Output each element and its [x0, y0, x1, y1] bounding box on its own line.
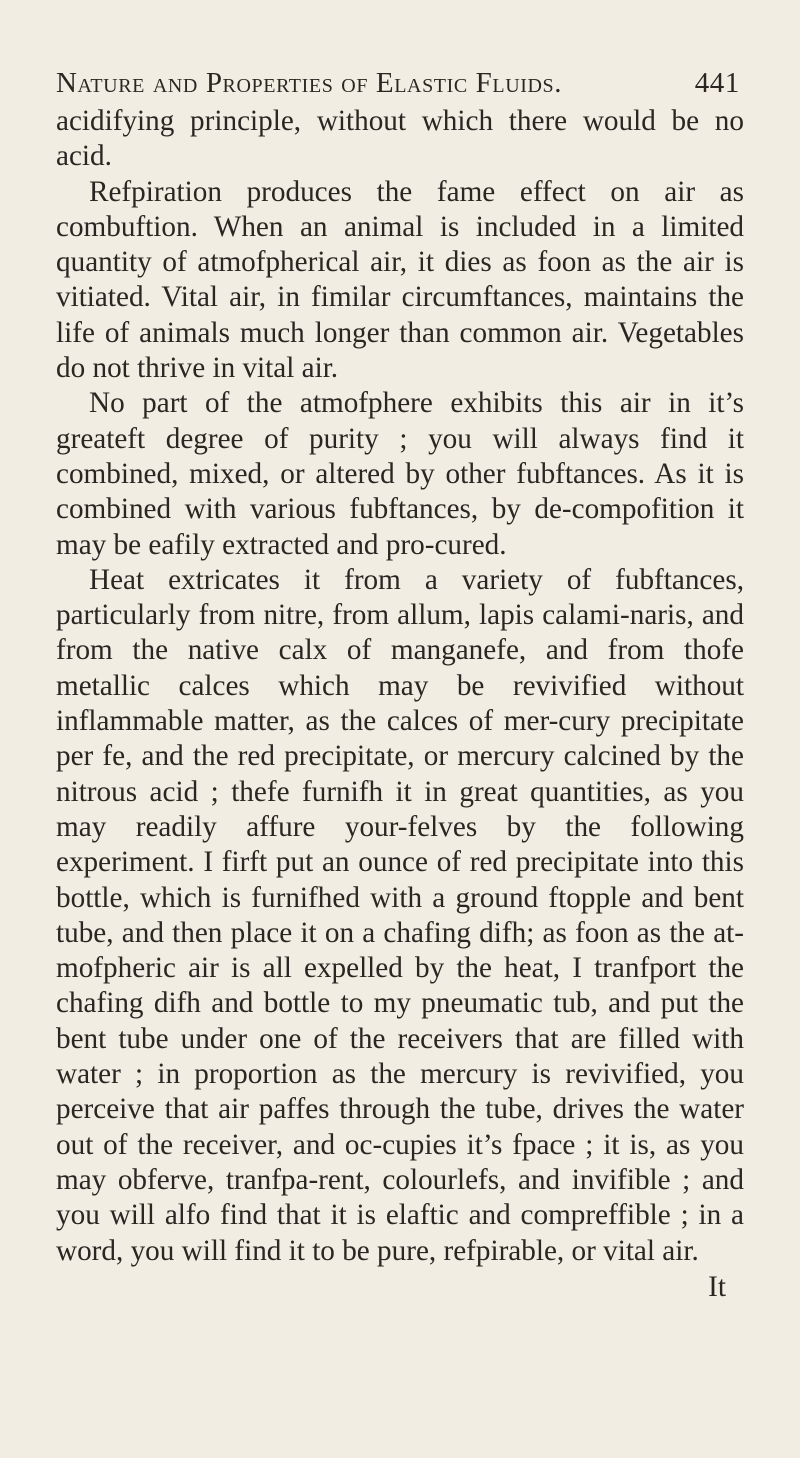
paragraph-respiration: Refpiration produces the fame effect on air as combuftion. When an animal is included in a limited quantity of atmofpherical air, it dies as foon as the air is vitiated. Vital air, in fimilar circumftances, maintains the life of animals much longer than common air. Vegetables do not thrive in vital air. [56, 175, 744, 385]
page-number: 441 [694, 67, 740, 99]
paragraph-heat-experiment: Heat extricates it from a variety of fubftances, particularly from nitre, from allum, lapis calami-naris, and from the native calx of manganefe, and from thofe metallic calces which may be revivified without inflammable matter, as the calces of mer-cury precipitate per fe, and the red precipitate, or mercury calcined by the nitrous acid ; thefe furnifh it in great quantities, as you may readily affure your-felves by the following experiment. I firft put an ounce of red precipitate into this bottle, which is furnifhed with a ground ftopple and bent tube, and then place it on a chafing difh; as foon as the at-mofpheric air is all expelled by the heat, I tranfport the chafing difh and bottle to my pneumatic tub, and put the bent tube under one of the receivers that are filled with water ; in proportion as the mercury is revivified, you perceive that air paffes through the tube, drives the water out of the receiver, and oc-cupies it’s fpace ; it is, as you may obferve, tranfpa-rent, colourlefs, and invifible ; and you will alfo find that it is elaftic and compreffible ; in a word, you will find it to be pure, refpirable, or vital air. [56, 563, 744, 1267]
paragraph-continuation: acidifying principle, without which there would be no acid. [56, 105, 744, 173]
catchword: It [708, 1270, 726, 1303]
body-text [56, 104, 744, 1269]
running-head [56, 66, 744, 100]
paragraph-atmosphere: No part of the atmofphere exhibits this air in it’s greateft degree of purity ; you will always find it combined, mixed, or altered by other fubftances. As it is combined with various fubftances, by de-compofition it may be eafily extracted and pro-cured. [56, 387, 744, 561]
running-title: Nature and Properties of Elastic Fluids. [56, 67, 563, 99]
